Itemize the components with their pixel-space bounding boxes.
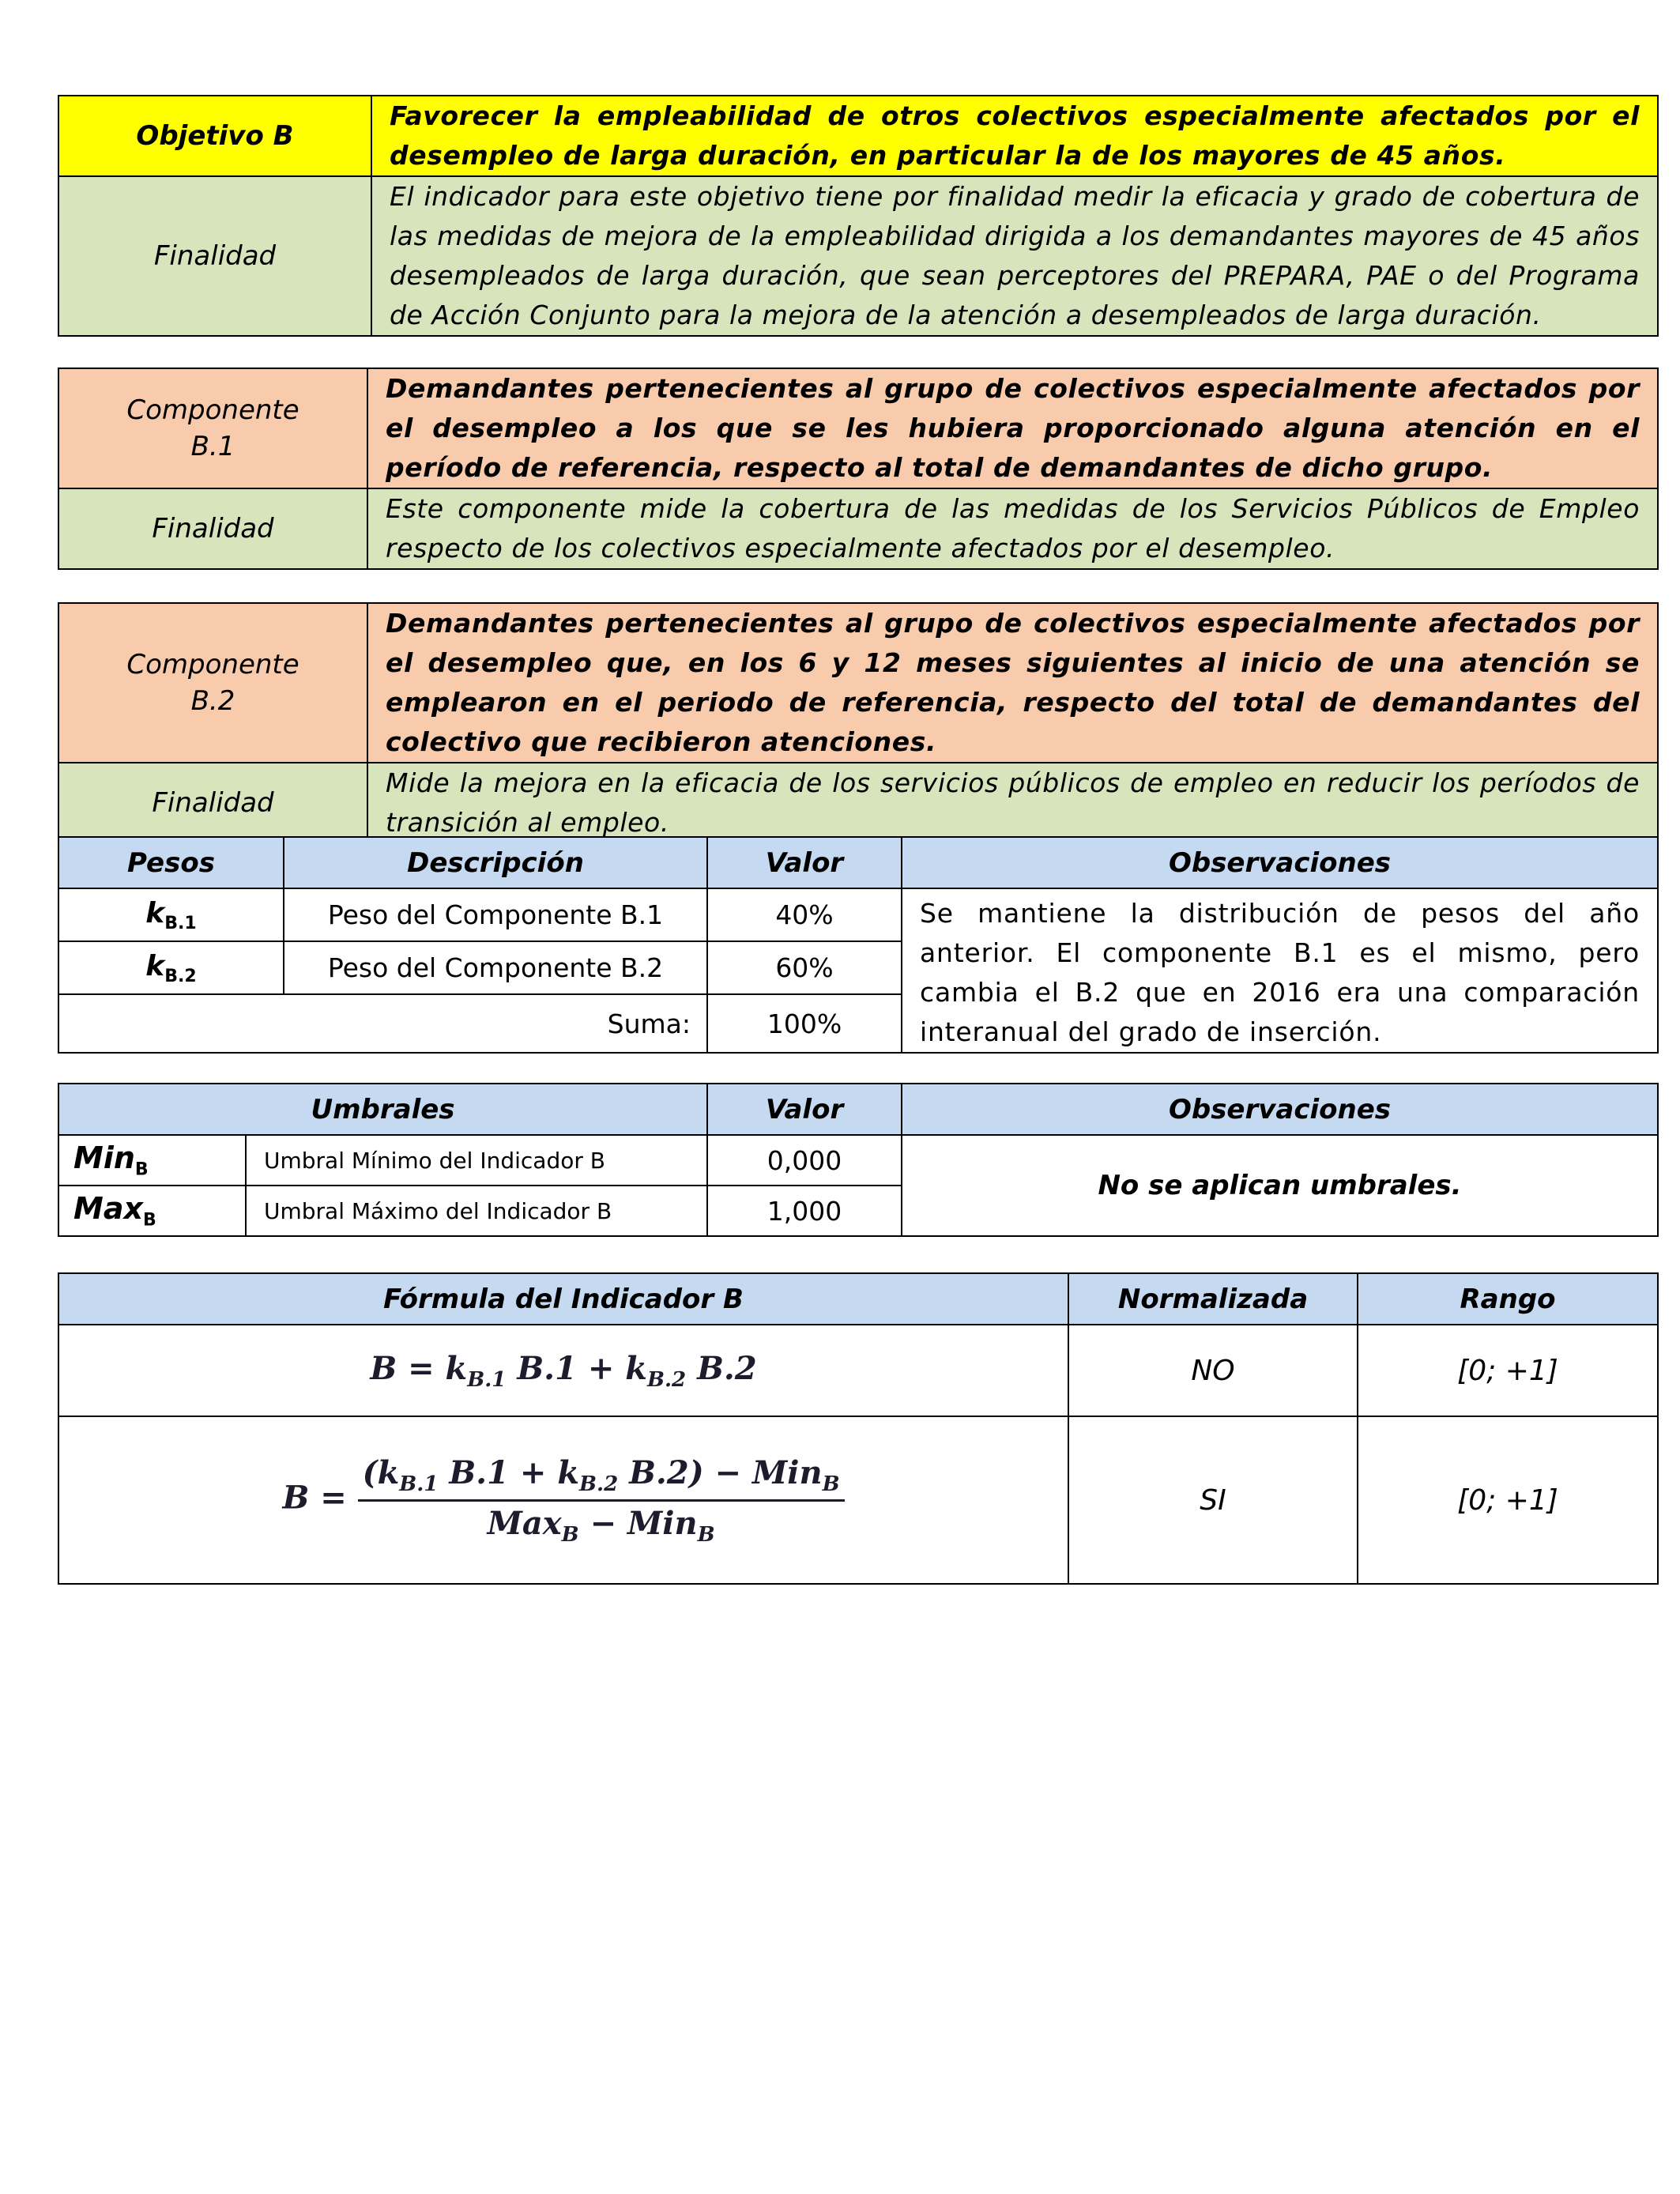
formula-fraction (358, 1454, 845, 1547)
formula-normalized (58, 1416, 1068, 1584)
componente-b1-label (58, 368, 367, 488)
threshold-sub: B (134, 1159, 149, 1180)
threshold-value: 0,000 (707, 1135, 902, 1186)
formula-row (58, 1325, 1658, 1416)
normalizada-value: SI (1068, 1416, 1358, 1584)
rango-value: [0; +1] (1358, 1416, 1658, 1584)
descripcion-header: Descripción (284, 837, 707, 888)
componente-b1-table (58, 368, 1659, 570)
valor-header: Valor (707, 837, 902, 888)
componente-b1-label-line2: B.1 (190, 431, 235, 462)
formula-k: k (557, 1453, 580, 1491)
normalizada-value: NO (1068, 1325, 1358, 1416)
formula-b: B (370, 1349, 397, 1387)
formula-max-sub: B (561, 1522, 579, 1547)
componente-b2-label (58, 603, 367, 763)
formula-b: B (282, 1479, 310, 1516)
formula-min-sub: B (697, 1522, 715, 1547)
formula-minus: − (590, 1504, 617, 1542)
finalidad-text: El indicador para este objetivo tiene por finalidad medir la eficacia y grado de cobertura de las medidas de mejora de la empleabilidad dirigida a los demandantes mayores de 45 años desempleados de larga duración, que sean perceptores del PREPARA, PAE o del Programa de Acción Conjunto para la mejora de la atención a desempleados de larga duración. (371, 176, 1658, 336)
weight-description: Peso del Componente B.2 (284, 941, 707, 994)
componente-b1-finalidad-text: Este componente mide la cobertura de las medidas de los Servicios Públicos de Empleo respecto de los colectivos especialmente afectados por el desempleo. (367, 488, 1658, 569)
suma-label: Suma: (58, 994, 707, 1053)
formula-min: Min (752, 1453, 823, 1491)
umbrales-header: Umbrales (58, 1084, 707, 1135)
threshold-description: Umbral Máximo del Indicador B (246, 1186, 707, 1236)
normalizada-header: Normalizada (1068, 1273, 1358, 1325)
formula-denominator (488, 1502, 715, 1547)
formula-plus: + (519, 1453, 547, 1491)
formula-plain (58, 1325, 1068, 1416)
finalidad-label: Finalidad (58, 176, 371, 336)
componente-b2-table (58, 602, 1659, 844)
componente-b1-label-line1: Componente (126, 394, 299, 426)
formula-k: k (377, 1453, 400, 1491)
objetivo-label: Objetivo B (58, 96, 371, 176)
umbrales-table (58, 1083, 1659, 1237)
formula-k-sub: B.2 (647, 1367, 687, 1392)
threshold-name: Max (73, 1191, 143, 1227)
objetivo-text: Favorecer la empleabilidad de otros colectivos especialmente afectados por el desempleo de larga duración, en particular la de los mayores de 45 años. (371, 96, 1658, 176)
formula-b1: B.1 (517, 1349, 577, 1387)
rango-header: Rango (1358, 1273, 1658, 1325)
pesos-header: Pesos (58, 837, 284, 888)
formula-equals: = (408, 1349, 435, 1387)
componente-b1-text: Demandantes pertenecientes al grupo de colectivos especialmente afectados por el desempleo a los que se les hubiera proporcionado alguna atención en el período de referencia, respecto al total de demandantes de dicho grupo. (367, 368, 1658, 488)
weight-value: 60% (707, 941, 902, 994)
formula-k: k (625, 1349, 648, 1387)
threshold-symbol (58, 1135, 246, 1186)
weight-k: k (145, 896, 165, 929)
objetivo-table (58, 95, 1659, 337)
weight-value: 40% (707, 888, 902, 941)
umbrales-observaciones: No se aplican umbrales. (902, 1135, 1658, 1236)
weight-sub: B.1 (164, 913, 197, 933)
pesos-table (58, 836, 1659, 1054)
table-row (58, 888, 1658, 941)
componente-b2-text: Demandantes pertenecientes al grupo de colectivos especialmente afectados por el desempleo que, en los 6 y 12 meses siguientes al inicio de una atención se emplearon en el periodo de referencia, respecto del total de demandantes del colectivo que recibieron atenciones. (367, 603, 1658, 763)
componente-b2-finalidad-text: Mide la mejora en la eficacia de los servicios públicos de empleo en reducir los períodos de transición al empleo. (367, 763, 1658, 843)
formula-b1: B.1 (449, 1453, 509, 1491)
formula-b2: B.2 (629, 1453, 689, 1491)
threshold-description: Umbral Mínimo del Indicador B (246, 1135, 707, 1186)
formula-minus: − (714, 1453, 742, 1491)
pesos-observaciones: Se mantiene la distribución de pesos del año anterior. El componente B.1 es el mismo, pero cambia el B.2 que en 2016 era una comparación interanual del grado de inserción. (902, 888, 1658, 1053)
weight-symbol (58, 941, 284, 994)
threshold-symbol (58, 1186, 246, 1236)
formula-k-sub: B.1 (467, 1367, 507, 1392)
componente-b2-label-line1: Componente (126, 649, 299, 680)
threshold-value: 1,000 (707, 1186, 902, 1236)
formula-plus: + (587, 1349, 615, 1387)
weight-k: k (145, 949, 165, 982)
formula-equals: = (320, 1479, 347, 1516)
componente-b2-label-line2: B.2 (190, 685, 235, 717)
componente-b2-finalidad-label: Finalidad (58, 763, 367, 843)
threshold-name: Min (73, 1140, 135, 1176)
componente-b1-finalidad-label: Finalidad (58, 488, 367, 569)
formula-min: Min (627, 1504, 698, 1542)
formula-k-sub: B.1 (399, 1472, 439, 1496)
formula-min-sub: B (822, 1472, 840, 1496)
suma-value: 100% (707, 994, 902, 1053)
formula-table (58, 1272, 1659, 1585)
observaciones-header: Observaciones (902, 837, 1658, 888)
weight-sub: B.2 (164, 966, 197, 986)
threshold-sub: B (142, 1210, 156, 1231)
formula-b2: B.2 (697, 1349, 757, 1387)
rango-value: [0; +1] (1358, 1325, 1658, 1416)
table-row (58, 1135, 1658, 1186)
weight-symbol (58, 888, 284, 941)
formula-row (58, 1416, 1658, 1584)
weight-description: Peso del Componente B.1 (284, 888, 707, 941)
umbrales-valor-header: Valor (707, 1084, 902, 1135)
formula-k-sub: B.2 (579, 1472, 619, 1496)
formula-numerator: ($k_{B.1}$ $B.1 + k_{B.2}$ B.2) − Min$_B$ (358, 1454, 845, 1502)
formula-header: Fórmula del Indicador B (58, 1273, 1068, 1325)
formula-max: Max (487, 1504, 562, 1542)
umbrales-observaciones-header: Observaciones (902, 1084, 1658, 1135)
formula-k: k (445, 1349, 468, 1387)
